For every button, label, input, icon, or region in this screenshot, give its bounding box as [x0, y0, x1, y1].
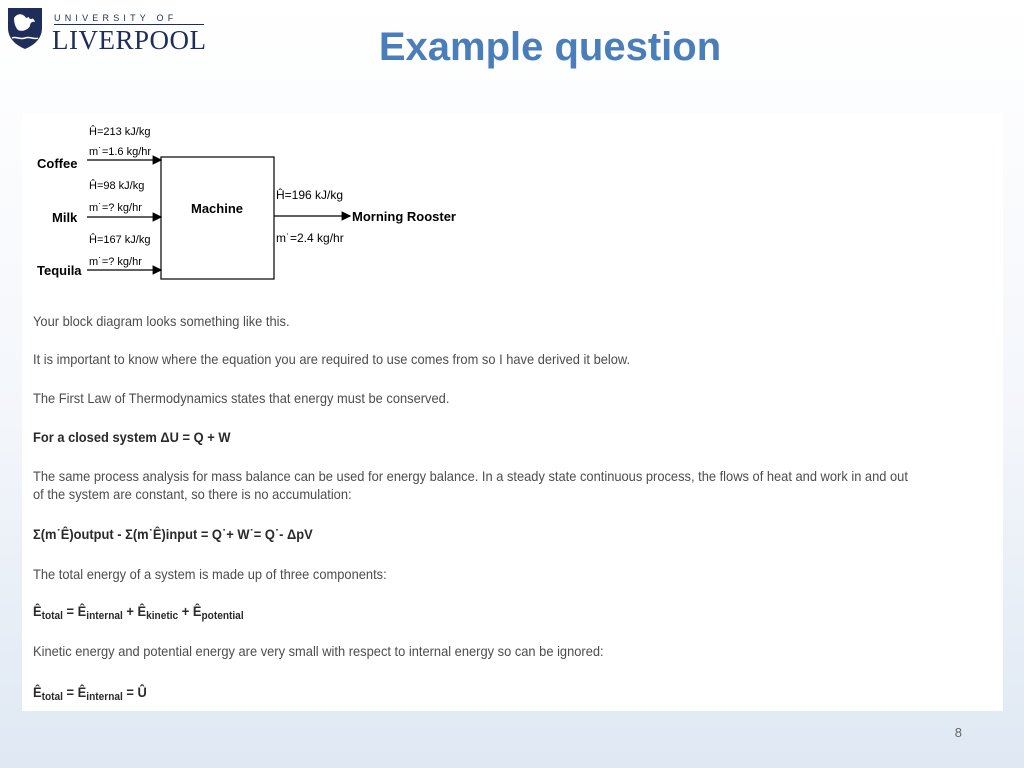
content-panel — [22, 113, 1003, 711]
page-number: 8 — [954, 725, 962, 740]
paragraph-process-analysis: The same process analysis for mass balance can be used for energy balance. In a steady state continuous process, the flows of heat and work in and out of the system are constant, so there is no accumulation: — [33, 468, 908, 502]
input-milk-h: Ĥ=98 kJ/kg — [89, 180, 145, 192]
input-coffee-name: Coffee — [37, 156, 78, 171]
university-logo — [6, 6, 207, 55]
slide-title: Example question — [378, 25, 722, 69]
input-milk-name: Milk — [52, 210, 78, 225]
input-tequila-h: Ĥ=167 kJ/kg — [89, 234, 151, 246]
paragraph-ignore-energies: Kinetic energy and potential energy are very small with respect to internal energy so can be ignored: — [33, 643, 604, 659]
input-milk-m: m˙=? kg/hr — [89, 202, 142, 214]
logo-liverpool: LIVERPOOL — [52, 25, 207, 55]
input-coffee-m: m˙=1.6 kg/hr — [89, 146, 152, 158]
paragraph-first-law: The First Law of Thermodynamics states that energy must be conserved. — [33, 390, 450, 406]
input-tequila-m: m˙=? kg/hr — [89, 256, 142, 268]
paragraph-block-diagram: Your block diagram looks something like this. — [33, 313, 290, 329]
total-energy-equation: $Ê_{total}$ = $Ê_{internal}$ + $Ê_{kinetic}$ + $Ê_{potential}$ — [33, 603, 244, 622]
simplified-energy-equation: $Ê_{total}$ = $Ê_{internal}$ = Û — [33, 684, 147, 703]
shield-crest-icon — [6, 6, 44, 50]
output-name: Morning Rooster — [352, 209, 456, 224]
paragraph-three-components: The total energy of a system is made up of three components: — [33, 566, 387, 582]
input-tequila-name: Tequila — [37, 263, 82, 278]
machine-box — [161, 157, 274, 279]
logo-university-of: UNIVERSITY OF — [54, 13, 178, 23]
closed-system-equation: For a closed system ΔU = Q + W — [33, 429, 231, 445]
output-h: Ĥ=196 kJ/kg — [276, 188, 344, 202]
paragraph-derivation: It is important to know where the equation you are required to use comes from so I have derived it below. — [33, 351, 631, 367]
block-diagram — [22, 113, 522, 293]
input-coffee-h: Ĥ=213 kJ/kg — [89, 126, 151, 138]
output-m: m˙=2.4 kg/hr — [276, 231, 344, 245]
energy-balance-equation: Σ(m˙Ê)output - Σ(m˙Ê)input = Q˙+ W˙= Q˙- ΔpV — [33, 526, 313, 542]
machine-label: Machine — [190, 201, 244, 216]
